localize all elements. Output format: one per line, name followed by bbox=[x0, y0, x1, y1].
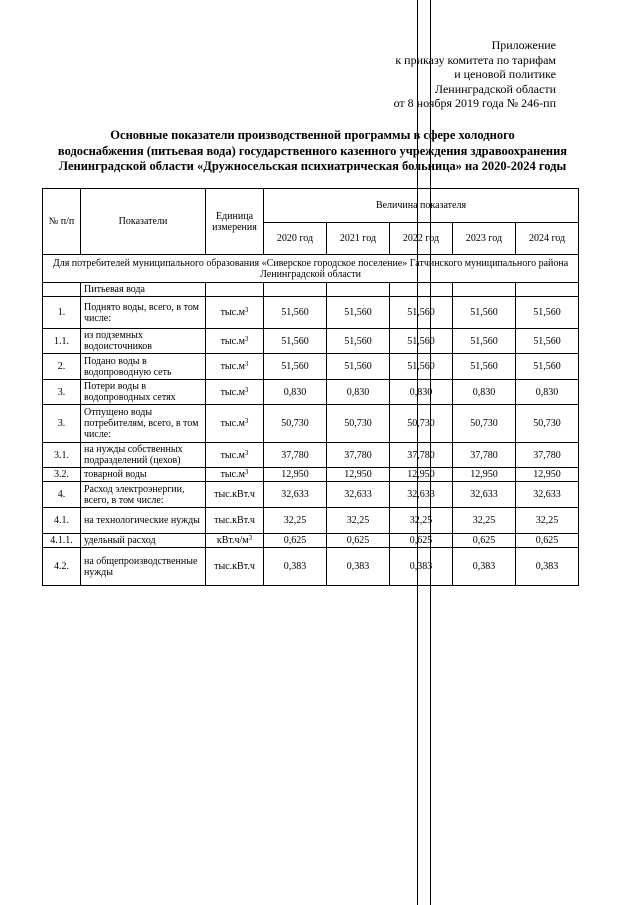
row-value: 0,383 bbox=[453, 548, 516, 586]
row-num: 1.1. bbox=[43, 329, 81, 354]
row-indicator: на нужды собственных подразделений (цехов) bbox=[81, 443, 206, 468]
row-unit bbox=[206, 482, 264, 508]
header-num: № п/п bbox=[43, 189, 81, 255]
row-unit bbox=[206, 534, 264, 548]
row-indicator: удельный расход bbox=[81, 534, 206, 548]
row-num: 3.2. bbox=[43, 468, 81, 482]
row-unit bbox=[206, 354, 264, 380]
consumers-row: Для потребителей муниципального образования «Сиверское городское поселение» Гатчинского муниципального района Ленинградской области bbox=[43, 255, 579, 283]
row-num: 1. bbox=[43, 297, 81, 329]
row-value: 0,625 bbox=[516, 534, 579, 548]
row-value: 0,625 bbox=[327, 534, 390, 548]
section-empty-cell bbox=[453, 283, 516, 297]
row-value: 32,25 bbox=[264, 508, 327, 534]
table-row bbox=[43, 548, 579, 586]
row-value: 12,950 bbox=[390, 468, 453, 482]
row-value: 51,560 bbox=[453, 297, 516, 329]
row-unit bbox=[206, 468, 264, 482]
row-value: 0,383 bbox=[516, 548, 579, 586]
row-value: 51,560 bbox=[327, 329, 390, 354]
row-indicator: из подземных водоисточников bbox=[81, 329, 206, 354]
row-num: 3. bbox=[43, 380, 81, 405]
row-num: 4.2. bbox=[43, 548, 81, 586]
table-row bbox=[43, 329, 579, 354]
header-year: 2021 год bbox=[327, 223, 390, 255]
row-value: 51,560 bbox=[390, 297, 453, 329]
section-empty-cell bbox=[390, 283, 453, 297]
row-unit bbox=[206, 380, 264, 405]
row-value: 32,633 bbox=[453, 482, 516, 508]
row-unit bbox=[206, 329, 264, 354]
row-indicator: Потери воды в водопроводных сетях bbox=[81, 380, 206, 405]
row-value: 0,625 bbox=[390, 534, 453, 548]
row-indicator: Подано воды в водопроводную сеть bbox=[81, 354, 206, 380]
row-value: 12,950 bbox=[264, 468, 327, 482]
row-value: 50,730 bbox=[390, 405, 453, 443]
appendix-line: от 8 ноября 2019 года № 246-пп bbox=[393, 96, 556, 110]
row-unit bbox=[206, 443, 264, 468]
header-year: 2022 год bbox=[390, 223, 453, 255]
section-empty-cell bbox=[327, 283, 390, 297]
row-indicator: на технологические нужды bbox=[81, 508, 206, 534]
unit-superscript: 3 bbox=[244, 385, 249, 394]
row-unit bbox=[206, 548, 264, 586]
unit-text: тыс.кВт.ч bbox=[214, 515, 255, 526]
row-value: 51,560 bbox=[516, 354, 579, 380]
row-value: 50,730 bbox=[327, 405, 390, 443]
row-num: 3. bbox=[43, 405, 81, 443]
row-value: 51,560 bbox=[327, 297, 390, 329]
row-value: 0,830 bbox=[327, 380, 390, 405]
unit-superscript: 3 bbox=[248, 534, 253, 542]
section-label: Питьевая вода bbox=[81, 283, 206, 297]
table-row bbox=[43, 468, 579, 482]
header-value: Величина показателя bbox=[264, 189, 579, 223]
unit-text: тыс.м bbox=[220, 469, 245, 480]
table-row bbox=[43, 443, 579, 468]
table-row bbox=[43, 508, 579, 534]
row-unit bbox=[206, 297, 264, 329]
unit-superscript: 3 bbox=[244, 334, 249, 343]
row-value: 12,950 bbox=[327, 468, 390, 482]
row-indicator: товарной воды bbox=[81, 468, 206, 482]
row-value: 50,730 bbox=[453, 405, 516, 443]
row-value: 32,633 bbox=[390, 482, 453, 508]
unit-superscript: 3 bbox=[244, 360, 249, 368]
appendix-line: и ценовой политике bbox=[454, 67, 556, 81]
row-value: 51,560 bbox=[453, 354, 516, 380]
row-value: 51,560 bbox=[390, 329, 453, 354]
header-year: 2023 год bbox=[453, 223, 516, 255]
row-indicator: Поднято воды, всего, в том числе: bbox=[81, 297, 206, 329]
unit-superscript: 3 bbox=[244, 448, 249, 457]
unit-text: кВт.ч/м bbox=[216, 535, 249, 546]
row-value: 32,633 bbox=[264, 482, 327, 508]
row-value: 51,560 bbox=[453, 329, 516, 354]
row-value: 0,830 bbox=[390, 380, 453, 405]
row-num: 4.1.1. bbox=[43, 534, 81, 548]
row-num: 2. bbox=[43, 354, 81, 380]
table-row bbox=[43, 354, 579, 380]
row-value: 0,830 bbox=[264, 380, 327, 405]
row-value: 0,383 bbox=[327, 548, 390, 586]
unit-text: тыс.кВт.ч bbox=[214, 489, 255, 500]
row-indicator: Расход электроэнергии, всего, в том числе: bbox=[81, 482, 206, 508]
row-value: 51,560 bbox=[327, 354, 390, 380]
row-value: 37,780 bbox=[264, 443, 327, 468]
row-indicator: Отпущено воды потребителям, всего, в том числе: bbox=[81, 405, 206, 443]
row-value: 37,780 bbox=[453, 443, 516, 468]
row-num: 4. bbox=[43, 482, 81, 508]
table-row bbox=[43, 380, 579, 405]
row-unit bbox=[206, 405, 264, 443]
row-value: 32,633 bbox=[327, 482, 390, 508]
table-row bbox=[43, 297, 579, 329]
unit-text: тыс.м bbox=[220, 386, 245, 398]
section-empty-cell bbox=[206, 283, 264, 297]
row-value: 32,25 bbox=[390, 508, 453, 534]
unit-text: тыс.кВт.ч bbox=[214, 561, 255, 572]
table-row bbox=[43, 482, 579, 508]
row-value: 12,950 bbox=[516, 468, 579, 482]
title-line: Основные показатели производственной программы в сфере холодного bbox=[110, 128, 515, 142]
row-value: 50,730 bbox=[264, 405, 327, 443]
row-value: 51,560 bbox=[264, 329, 327, 354]
row-value: 0,383 bbox=[264, 548, 327, 586]
header-year: 2020 год bbox=[264, 223, 327, 255]
appendix-line: Приложение bbox=[491, 38, 556, 52]
row-indicator: на общепроизводственные нужды bbox=[81, 548, 206, 586]
unit-superscript: 3 bbox=[244, 417, 249, 425]
row-value: 0,625 bbox=[453, 534, 516, 548]
row-value: 32,25 bbox=[327, 508, 390, 534]
row-value: 51,560 bbox=[264, 297, 327, 329]
row-value: 37,780 bbox=[516, 443, 579, 468]
header-indicator: Показатели bbox=[81, 189, 206, 255]
table-row bbox=[43, 534, 579, 548]
row-value: 51,560 bbox=[516, 297, 579, 329]
row-value: 37,780 bbox=[390, 443, 453, 468]
row-num: 4.1. bbox=[43, 508, 81, 534]
row-value: 51,560 bbox=[264, 354, 327, 380]
unit-superscript: 3 bbox=[244, 468, 249, 476]
indicators-table bbox=[42, 188, 579, 586]
unit-text: тыс.м bbox=[220, 418, 245, 429]
section-num-cell bbox=[43, 283, 81, 297]
title-line: Ленинградской области «Дружносельская психиатрическая больница» на 2020-2024 годы bbox=[58, 159, 567, 173]
row-value: 32,633 bbox=[516, 482, 579, 508]
row-value: 51,560 bbox=[390, 354, 453, 380]
document-title bbox=[40, 128, 585, 175]
title-line: водоснабжения (питьевая вода) государственного казенного учреждения здравоохранения bbox=[57, 143, 568, 158]
unit-text: тыс.м bbox=[220, 307, 245, 318]
unit-text: тыс.м bbox=[220, 361, 245, 372]
row-value: 12,950 bbox=[453, 468, 516, 482]
row-value: 51,560 bbox=[516, 329, 579, 354]
appendix-header bbox=[394, 38, 556, 111]
unit-superscript: 3 bbox=[244, 306, 249, 314]
row-value: 32,25 bbox=[453, 508, 516, 534]
row-value: 32,25 bbox=[516, 508, 579, 534]
section-empty-cell bbox=[264, 283, 327, 297]
unit-text: тыс.м bbox=[220, 449, 245, 461]
section-empty-cell bbox=[516, 283, 579, 297]
row-value: 37,780 bbox=[327, 443, 390, 468]
row-unit bbox=[206, 508, 264, 534]
header-year: 2024 год bbox=[516, 223, 579, 255]
row-value: 0,383 bbox=[390, 548, 453, 586]
unit-text: тыс.м bbox=[220, 335, 245, 347]
table-row bbox=[43, 405, 579, 443]
row-value: 0,830 bbox=[516, 380, 579, 405]
row-value: 0,830 bbox=[453, 380, 516, 405]
appendix-line: Ленинградской области bbox=[434, 81, 556, 96]
row-num: 3.1. bbox=[43, 443, 81, 468]
row-value: 50,730 bbox=[516, 405, 579, 443]
row-value: 0,625 bbox=[264, 534, 327, 548]
header-unit: Единица измерения bbox=[206, 189, 264, 255]
appendix-line: к приказу комитета по тарифам bbox=[395, 52, 556, 67]
